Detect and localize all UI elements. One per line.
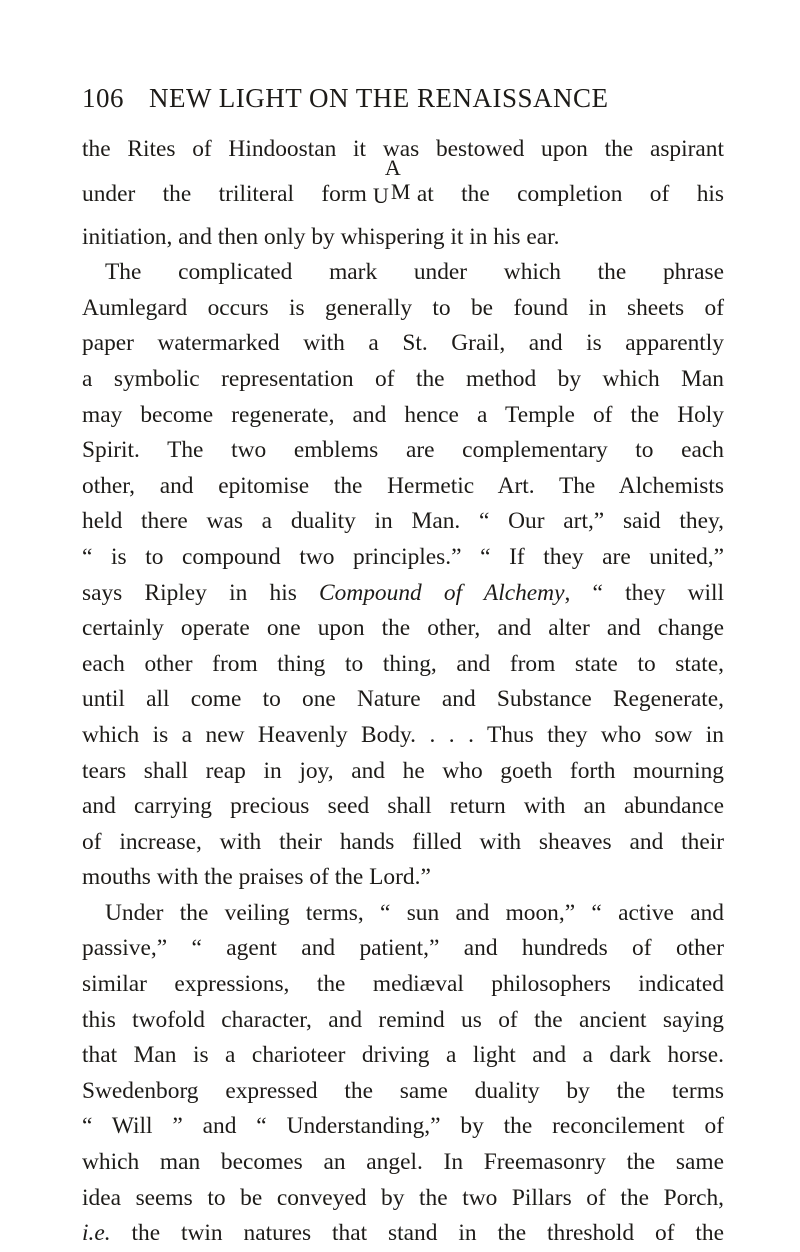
text-line: initiation, and then only by whispering it in his ear. bbox=[82, 223, 560, 250]
text-line: each other from thing to thing, and from state to state, bbox=[82, 650, 724, 677]
text-line bbox=[82, 1216, 724, 1252]
text-line: passive,” “ agent and patient,” and hundreds of other bbox=[82, 935, 724, 962]
text-line: which man becomes an angel. In Freemasonry the same bbox=[82, 1149, 724, 1176]
text-line: held there was a duality in Man. “ Our art,” said they, bbox=[82, 508, 724, 535]
triliteral-symbol bbox=[371, 154, 413, 211]
text-line: paper watermarked with a St. Grail, and is apparently bbox=[82, 330, 724, 357]
text-line: certainly operate one upon the other, and alter and change bbox=[82, 615, 724, 642]
text-line: a symbolic representation of the method by which Man bbox=[82, 365, 724, 392]
page-number: 106 bbox=[82, 83, 124, 113]
symbol-letter-m: M bbox=[390, 178, 411, 204]
symbol-letter-a: A bbox=[384, 154, 401, 180]
text-line: Spirit. The two emblems are complementary to each bbox=[82, 437, 724, 464]
abbreviation: i.e. bbox=[82, 1220, 111, 1247]
text-line: and carrying precious seed shall return with an abundance bbox=[82, 793, 724, 820]
text-line: mouths with the praises of the Lord.” bbox=[82, 864, 431, 891]
paragraph-start-line: Under the veiling terms, “ sun and moon,” “ active and bbox=[105, 899, 724, 926]
text-line: tears shall reap in joy, and he who goeth forth mourning bbox=[82, 757, 724, 784]
text-line: idea seems to be conveyed by the two Pillars of the Porch, bbox=[82, 1184, 724, 1211]
text-fragment: , “ they will bbox=[564, 579, 725, 606]
running-title: NEW LIGHT ON THE RENAISSANCE bbox=[149, 83, 609, 113]
text-line: until all come to one Nature and Substance Regenerate, bbox=[82, 686, 724, 713]
text-line: Swedenborg expressed the same duality by the terms bbox=[82, 1077, 724, 1104]
text-line: Aumlegard occurs is generally to be found in sheets of bbox=[82, 294, 724, 321]
paragraph-start-line: The complicated mark under which the phrase bbox=[105, 259, 724, 286]
text-line: “ is to compound two principles.” “ If they are united,” bbox=[82, 543, 724, 570]
text-line: may become regenerate, and hence a Temple of the Holy bbox=[82, 401, 724, 428]
text-line: “ Will ” and “ Understanding,” by the reconcilement of bbox=[82, 1113, 724, 1140]
text-line: this twofold character, and remind us of the ancient saying bbox=[82, 1006, 724, 1033]
text-fragment: at the completion of his bbox=[416, 180, 724, 207]
text-fragment: under the triliteral form bbox=[82, 180, 367, 207]
text-line: other, and epitomise the Hermetic Art. The Alchemists bbox=[82, 472, 724, 499]
text-line: of increase, with their hands filled with sheaves and their bbox=[82, 828, 724, 855]
text-line: which is a new Heavenly Body. . . . Thus they who sow in bbox=[82, 721, 724, 748]
text-fragment: the twin natures that stand in the threshold of the bbox=[110, 1220, 724, 1247]
text-line: similar expressions, the mediæval philosophers indicated bbox=[82, 971, 724, 998]
symbol-letter-u: U bbox=[372, 182, 389, 208]
text-fragment: says Ripley in his bbox=[82, 579, 297, 606]
text-line: the Rites of Hindoostan it was bestowed upon the aspirant bbox=[82, 136, 724, 162]
page-header bbox=[82, 83, 722, 123]
book-title: Compound of Alchemy bbox=[319, 579, 565, 606]
body-text bbox=[82, 132, 724, 1252]
text-line: that Man is a charioteer driving a light and a dark horse. bbox=[82, 1042, 724, 1069]
text-line-with-symbol bbox=[82, 154, 724, 220]
text-line bbox=[82, 576, 724, 612]
